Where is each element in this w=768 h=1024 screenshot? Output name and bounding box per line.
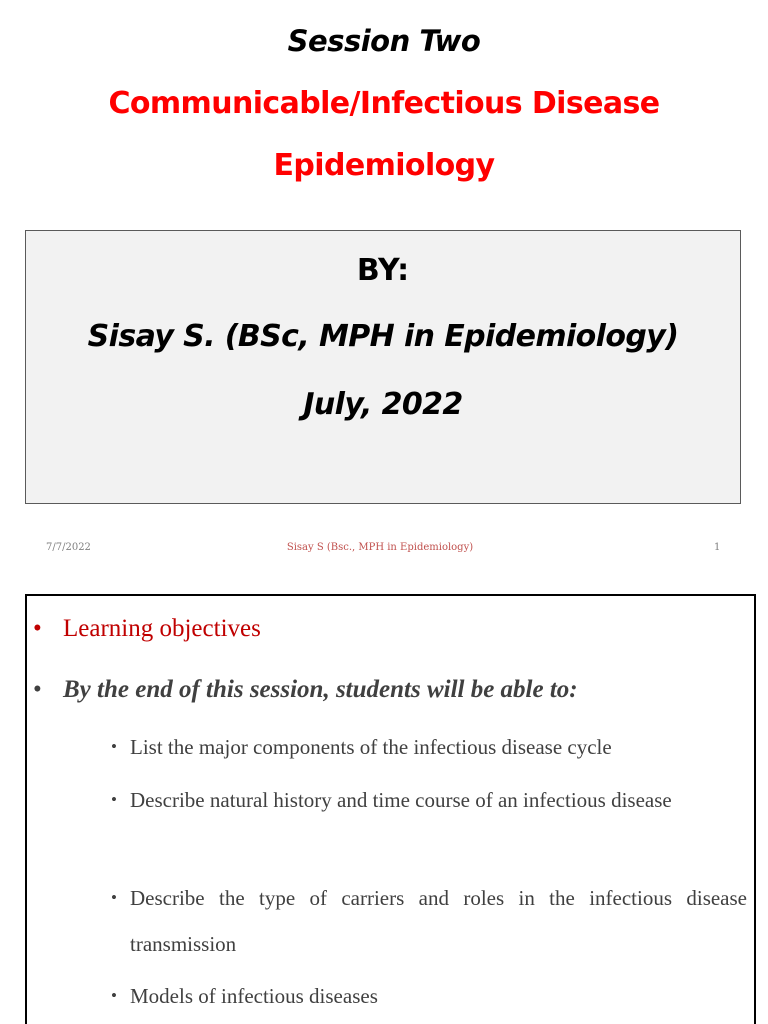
objective-text: Models of infectious diseases bbox=[130, 984, 378, 1008]
slide-title-line-1: Communicable/Infectious Disease bbox=[108, 86, 660, 121]
bullet-icon: • bbox=[111, 888, 117, 907]
objective-item bbox=[111, 973, 747, 1019]
objectives-slide bbox=[25, 594, 756, 1024]
author-box bbox=[25, 230, 741, 504]
footer-date: 7/7/2022 bbox=[46, 542, 91, 553]
bullet-icon: • bbox=[111, 790, 117, 809]
bullet-icon: • bbox=[111, 737, 117, 756]
by-label: BY: bbox=[356, 253, 410, 288]
objective-item bbox=[111, 875, 747, 967]
objective-item bbox=[111, 724, 747, 770]
presentation-date: July, 2022 bbox=[303, 387, 463, 422]
session-label: Session Two bbox=[287, 24, 481, 58]
slide-title-line-2: Epidemiology bbox=[273, 148, 495, 183]
bullet-icon: • bbox=[33, 676, 42, 703]
objective-text: Describe natural history and time course of an infectious disease bbox=[130, 788, 672, 812]
objective-item bbox=[111, 777, 747, 823]
objective-text: Describe the type of carriers and roles in the infectious disease transmission bbox=[130, 886, 747, 956]
footer-page-number: 1 bbox=[714, 542, 721, 553]
objective-text: List the major components of the infectious disease cycle bbox=[130, 735, 612, 759]
bullet-icon: • bbox=[33, 615, 42, 642]
bullet-icon: • bbox=[111, 986, 117, 1005]
heading-text: Learning objectives bbox=[63, 615, 261, 642]
author-name: Sisay S. (BSc, MPH in Epidemiology) bbox=[87, 319, 679, 354]
footer-author: Sisay S (Bsc., MPH in Epidemiology) bbox=[286, 542, 474, 553]
intro-text: By the end of this session, students will be able to: bbox=[63, 676, 578, 703]
